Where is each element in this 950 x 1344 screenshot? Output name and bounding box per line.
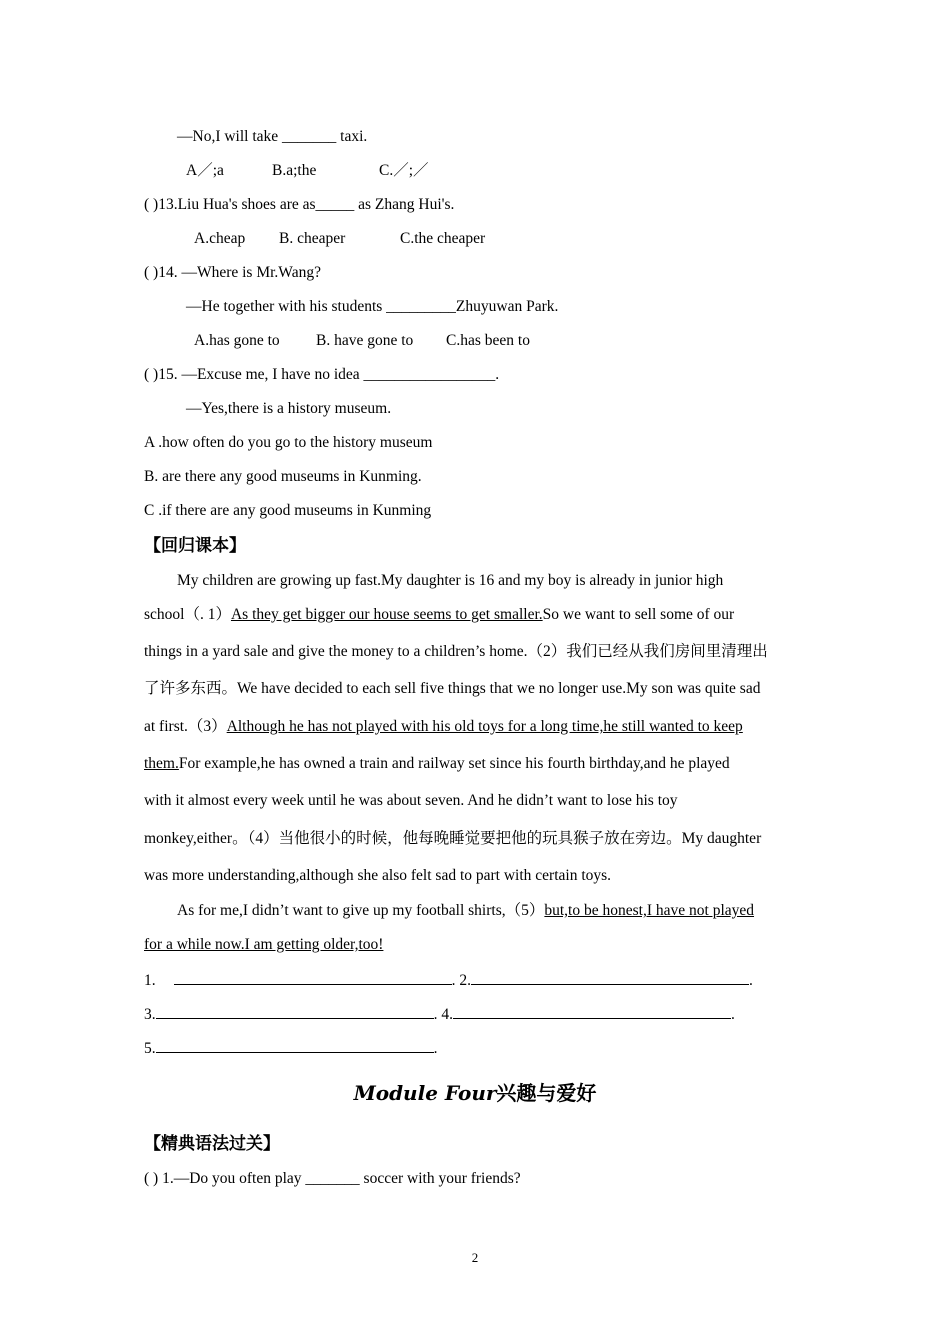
page-number: 2	[471, 1250, 479, 1265]
passage-line-7: with it almost every week until he was about seven. And he didn’t want to lose his toy	[144, 792, 678, 809]
answer-dot: .	[731, 1006, 735, 1023]
answer-dot: .	[451, 972, 456, 989]
translation-sentence-5-end: for a while now.I am getting older,too!	[144, 936, 384, 953]
q13-stem: ( )13.Liu Hua's shoes are as_____ as Zhang Hui's.	[144, 196, 455, 213]
passage-line-5	[144, 717, 743, 737]
answer-blank-1[interactable]	[174, 969, 452, 985]
q15-line2: —Yes,there is a history museum.	[186, 400, 392, 417]
passage-text: school（. 1）	[144, 606, 231, 623]
answer-blank-5[interactable]	[156, 1037, 434, 1053]
module-title-en: Module Four	[353, 1081, 497, 1105]
q14-option-c: C.has been to	[446, 332, 530, 349]
q13-option-c: C.the cheaper	[400, 230, 486, 247]
answer-dot: .	[749, 972, 753, 989]
q12-answer-line: —No,I will take _______ taxi.	[177, 128, 368, 145]
q14-option-a: A.has gone to	[194, 332, 280, 349]
passage-line-10	[177, 901, 754, 921]
passage-line-2	[144, 605, 734, 625]
answer-dot: .	[433, 1040, 438, 1057]
passage-line-3: things in a yard sale and give the money to a children’s home.（2）我们已经从我们房间里清理出	[144, 643, 768, 660]
passage-line-11	[144, 935, 383, 955]
q14-line2: —He together with his students _________Zhuyuwan Park.	[186, 298, 559, 315]
passage-text: at first.（3）	[144, 718, 227, 735]
q12-option-a: A／;a	[186, 162, 224, 179]
m4-q1-stem: ( ) 1.—Do you often play _______ soccer with your friends?	[144, 1170, 521, 1187]
q15-option-c: C .if there are any good museums in Kunming	[144, 502, 432, 519]
translation-sentence-3: Although he has not played with his old toys for a long time,he still wanted to keep	[226, 718, 743, 735]
answer-blank-4[interactable]	[453, 1003, 731, 1019]
passage-line-4: 了许多东西。We have decided to each sell five things that we no longer use.My son was quite sad	[144, 680, 761, 697]
translation-sentence-5: but,to be honest,I have not played	[544, 902, 755, 919]
section-heading-textbook: 【回归课本】	[144, 536, 246, 556]
q14-stem: ( )14. —Where is Mr.Wang?	[144, 264, 321, 281]
answer-blank-3[interactable]	[156, 1003, 434, 1019]
q14-option-b: B. have gone to	[316, 332, 414, 349]
q15-stem: ( )15. —Excuse me, I have no idea _________________.	[144, 366, 500, 383]
answer-dot: .	[433, 1006, 438, 1023]
answer-number-5: 5.	[144, 1040, 156, 1057]
passage-line-9: was more understanding,although she also felt sad to part with certain toys.	[144, 867, 612, 884]
passage-text: As for me,I didn’t want to give up my football shirts,（5）	[177, 902, 545, 919]
module-title	[0, 1081, 950, 1105]
q12-option-c: C.／;／	[379, 162, 429, 179]
q15-option-b: B. are there any good museums in Kunming.	[144, 468, 422, 485]
q15-option-a: A .how often do you go to the history museum	[144, 434, 433, 451]
translation-sentence-1: As they get bigger our house seems to get smaller.	[230, 606, 543, 623]
passage-text: For example,he has owned a train and railway set since his fourth birthday,and he played	[178, 755, 730, 772]
passage-line-6	[144, 754, 730, 774]
section-heading-grammar: 【精典语法过关】	[144, 1134, 280, 1154]
answer-row-1	[144, 969, 753, 991]
answer-number-2: 2.	[459, 972, 471, 989]
q12-option-b: B.a;the	[272, 162, 317, 179]
passage-line-1: My children are growing up fast.My daughter is 16 and my boy is already in junior high	[177, 572, 724, 589]
answer-number-1: 1.	[144, 972, 156, 989]
translation-sentence-3-end: them.	[144, 755, 179, 772]
answer-number-3: 3.	[144, 1006, 156, 1023]
answer-row-3	[144, 1037, 438, 1059]
q13-option-a: A.cheap	[194, 230, 246, 247]
answer-row-2	[144, 1003, 735, 1025]
answer-blank-2[interactable]	[471, 969, 749, 985]
passage-line-8: monkey,either。（4）当他很小的时候，他每晚睡觉要把他的玩具猴子放在旁边。My daughter	[144, 830, 762, 847]
passage-text: So we want to sell some of our	[542, 606, 735, 623]
module-title-cn: 兴趣与爱好	[496, 1081, 597, 1105]
answer-number-4: 4.	[441, 1006, 453, 1023]
q13-option-b: B. cheaper	[279, 230, 346, 247]
